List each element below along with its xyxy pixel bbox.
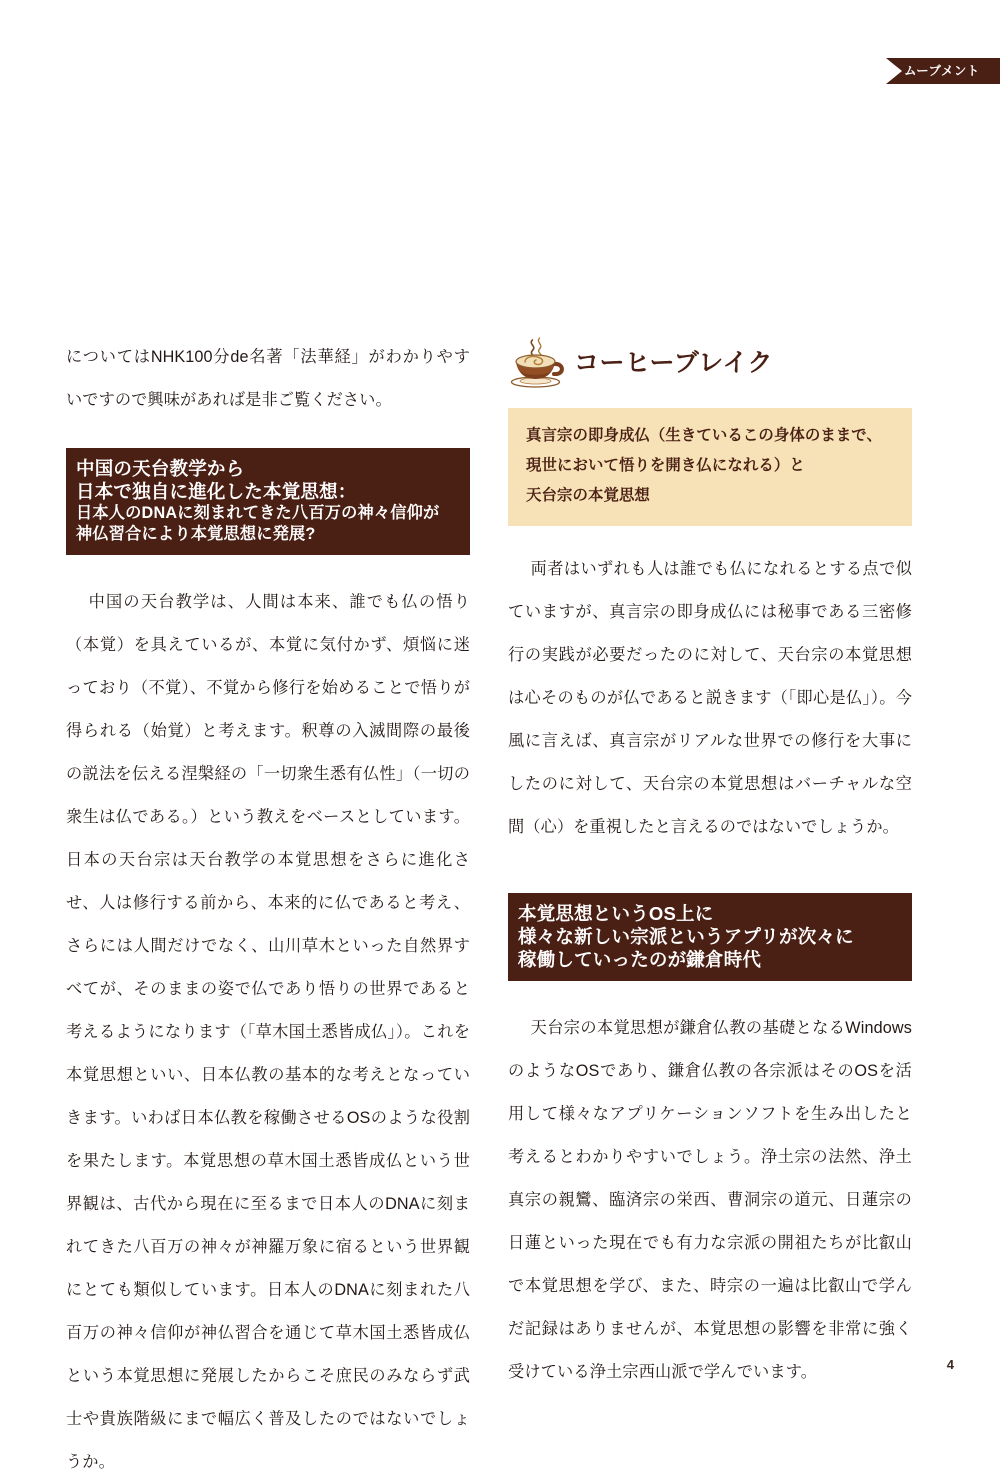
coffee-break-label: コーヒーブレイク bbox=[574, 348, 774, 377]
heading-line-1: 中国の天台教学から bbox=[76, 458, 245, 479]
left-column bbox=[66, 336, 470, 1484]
spacer bbox=[508, 981, 912, 1007]
right-paragraph-1: 両者はいずれも人は誰でも仏になれるとする点で似ていますが、真言宗の即身成仏には秘事である三密修行の実践が必要だったのに対して、天台宗の本覚思想は心そのものが仏であると説きます（「即心是仏」）。今風に言えば、真言宗がリアルな世界での修行を大事にしたのに対して、天台宗の本覚思想はバーチャルな空間（心）を重視したと言えるのではないでしょうか。 bbox=[508, 560, 912, 836]
callout-line-2: 現世において悟りを開き仏になれる）と bbox=[526, 457, 805, 474]
heading-line-2: 日本で独自に進化した本覚思想： bbox=[76, 481, 357, 502]
heading-line-3: 日本人のDNAに刻まれてきた八百万の神々信仰が bbox=[76, 504, 440, 522]
spacer bbox=[66, 555, 470, 581]
heading-line-4: 神仏習合により本覚思想に発展? bbox=[76, 525, 316, 543]
coffee-break-title bbox=[508, 336, 912, 390]
chevron-right-icon bbox=[886, 58, 902, 84]
left-section-heading bbox=[66, 448, 470, 555]
spacer bbox=[508, 849, 912, 893]
left-body-paragraph: 中国の天台教学は、人間は本来、誰でも仏の悟り（本覚）を具えているが、本覚に気付かず、煩悩に迷っており（不覚）、不覚から修行を始めることで悟りが得られる（始覚）と考えます。釈尊の入滅間際の最後の説法を伝える涅槃経の「一切衆生悉有仏性」（一切の衆生は仏である。）という教えをベースとしています。日本の天台宗は天台教学の本覚思想をさらに進化させ、人は修行する前から、本来的に仏であると考え、さらには人間だけでなく、山川草木といった自然界すべてが、そのままの姿で仏であり悟りの世界であると考えるようになります（「草木国土悉皆成仏」）。これを本覚思想といい、日本仏教の基本的な考えとなっていきます。いわば日本仏教を稼働させるOSのような役割を果たします。本覚思想の草木国土悉皆成仏という世界観は、古代から現在に至るまで日本人のDNAに刻まれてきた八百万の神々が神羅万象に宿るという世界観にとても類似しています。日本人のDNAに刻まれた八百万の神々信仰が神仏習合を通じて草木国土悉皆成仏という本覚思想に発展したからこそ庶民のみならず武士や貴族階級にまで幅広く普及したのではないでしょうか。 bbox=[66, 593, 470, 1471]
heading-line-1: 本覚思想というOS上に bbox=[518, 903, 714, 924]
coffee-cup-icon bbox=[508, 337, 566, 389]
section-header-tab bbox=[886, 58, 1000, 84]
section-header-label: ムーブメント bbox=[904, 64, 980, 78]
heading-line-2: 様々な新しい宗派というアプリが次々に bbox=[518, 926, 854, 947]
callout-box bbox=[508, 408, 912, 526]
right-column bbox=[508, 336, 912, 1394]
spacer bbox=[66, 422, 470, 448]
left-intro-paragraph: についてはNHK100分de名著「法華経」がわかりやすいですので興味があれば是非ご覧ください。 bbox=[66, 348, 470, 409]
heading-line-3: 稼働していったのが鎌倉時代 bbox=[518, 949, 762, 970]
page-number: 4 bbox=[946, 1357, 954, 1372]
callout-line-3: 天台宗の本覚思想 bbox=[526, 487, 650, 504]
spacer bbox=[508, 390, 912, 408]
spacer bbox=[508, 526, 912, 548]
callout-line-1: 真言宗の即身成仏（生きているこの身体のままで、 bbox=[526, 427, 882, 444]
right-section-heading bbox=[508, 893, 912, 981]
right-paragraph-2: 天台宗の本覚思想が鎌倉仏教の基礎となるWindowsのようなOSであり、鎌倉仏教の各宗派はそのOSを活用して様々なアプリケーションソフトを生み出したと考えるとわかりやすいでしょう。浄土宗の法然、浄土真宗の親鸞、臨済宗の栄西、曹洞宗の道元、日蓮宗の日蓮といった現在でも有力な宗派の開祖たちが比叡山で本覚思想を学び、また、時宗の一遍は比叡山で学んだ記録はありませんが、本覚思想の影響を非常に強く受けている浄土宗西山派で学んでいます。 bbox=[508, 1019, 912, 1381]
